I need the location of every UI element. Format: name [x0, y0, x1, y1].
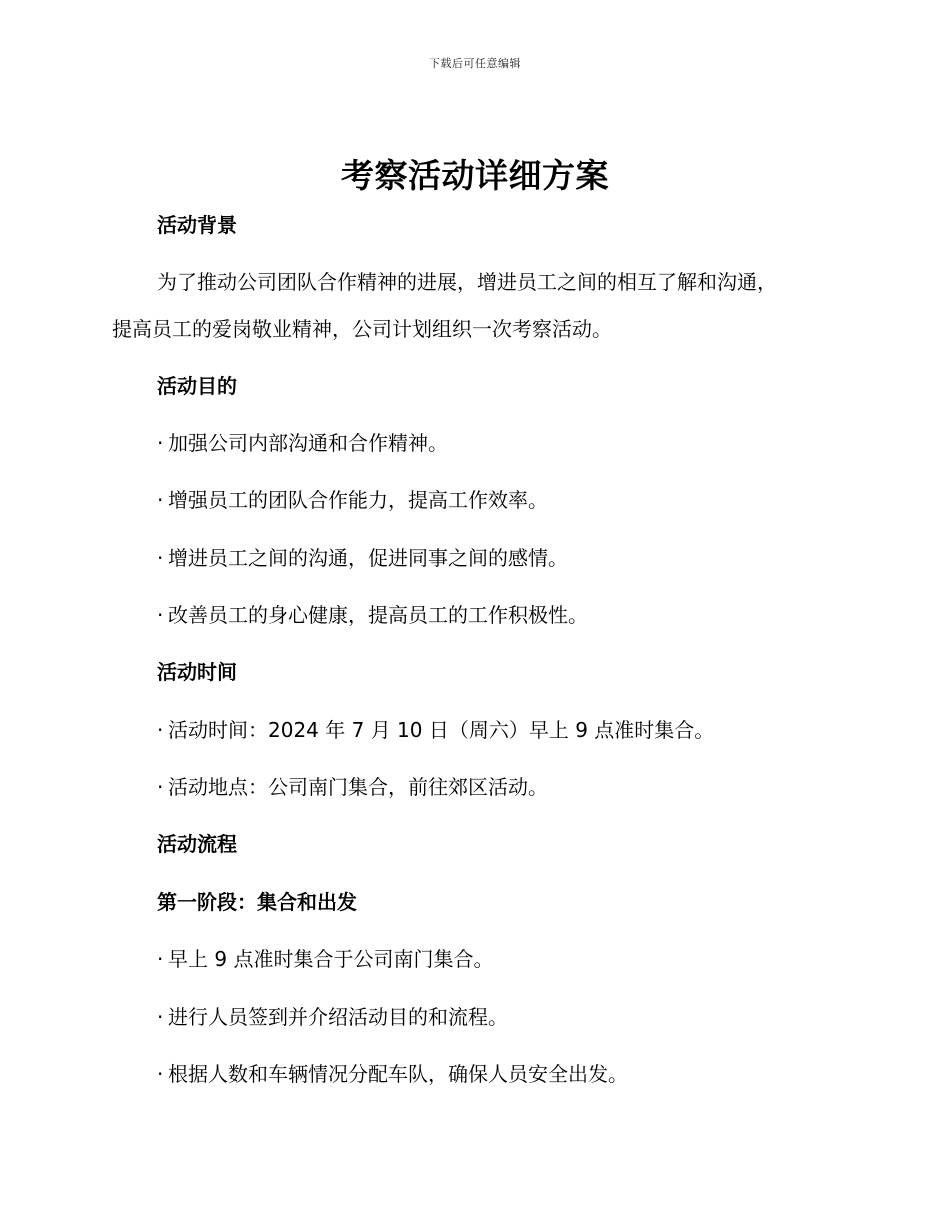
document-title: 考察活动详细方案	[341, 156, 609, 195]
list-item-text: 改善员工的身心健康，提高员工的工作积极性。	[168, 603, 588, 627]
list-item-text: 增强员工的团队合作能力，提高工作效率。	[168, 488, 548, 512]
section-heading-process: 活动流程	[157, 832, 237, 856]
list-item-text: 进行人员签到并介绍活动目的和流程。	[168, 1005, 508, 1029]
background-paragraph-line-1: 为了推动公司团队合作精神的进展，增进员工之间的相互了解和沟通，	[157, 270, 777, 294]
subsection-heading-phase1: 第一阶段：集合和出发	[157, 890, 357, 914]
list-item	[157, 484, 548, 513]
bullet-dot: ·	[157, 603, 164, 627]
bullet-dot: ·	[157, 546, 164, 570]
list-item-text: 增进员工之间的沟通，促进同事之间的感情。	[168, 546, 568, 570]
bullet-dot: ·	[157, 947, 164, 971]
list-item-text: 活动时间：2024 年 7 月 10 日（周六）早上 9 点准时集合。	[168, 718, 715, 742]
section-heading-time: 活动时间	[157, 660, 237, 684]
list-item-text: 加强公司内部沟通和合作精神。	[168, 431, 448, 455]
list-item	[157, 714, 714, 743]
bullet-dot: ·	[157, 1062, 164, 1086]
page-header-note: 下载后可任意编辑	[429, 57, 521, 70]
bullet-dot: ·	[157, 431, 164, 455]
background-paragraph-line-2: 提高员工的爱岗敬业精神，公司计划组织一次考察活动。	[112, 317, 612, 341]
bullet-dot: ·	[157, 775, 164, 799]
bullet-dot: ·	[157, 718, 164, 742]
list-item-text: 活动地点：公司南门集合，前往郊区活动。	[168, 775, 548, 799]
section-heading-purpose: 活动目的	[157, 374, 237, 398]
list-item	[157, 1058, 628, 1087]
list-item-text: 早上 9 点准时集合于公司南门集合。	[168, 947, 494, 971]
list-item-text: 根据人数和车辆情况分配车队，确保人员安全出发。	[168, 1062, 628, 1086]
section-heading-background: 活动背景	[157, 213, 237, 237]
list-item	[157, 542, 568, 571]
bullet-dot: ·	[157, 488, 164, 512]
bullet-dot: ·	[157, 1005, 164, 1029]
list-item	[157, 771, 548, 800]
list-item	[157, 427, 448, 456]
list-item	[157, 599, 588, 628]
list-item	[157, 1001, 508, 1030]
list-item	[157, 943, 493, 972]
